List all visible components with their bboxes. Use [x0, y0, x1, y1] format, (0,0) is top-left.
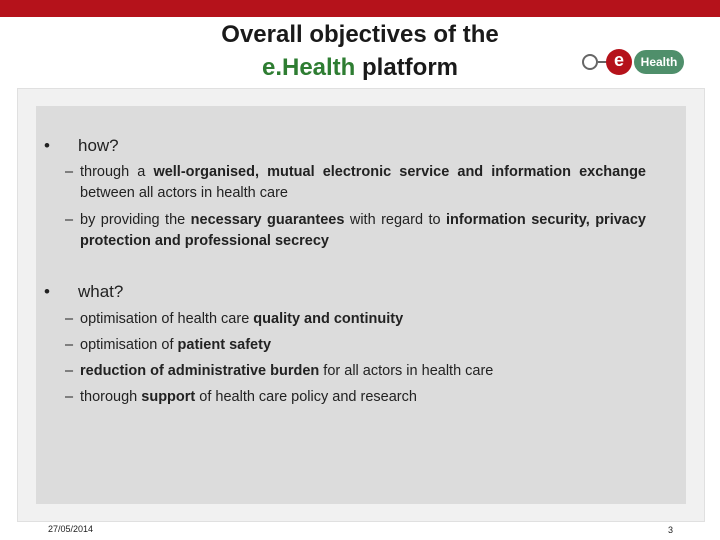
text-segment-bold: support	[141, 389, 196, 405]
dash-marker: –	[65, 311, 74, 327]
top-accent-bar	[0, 0, 720, 17]
text-segment: with regard to	[344, 212, 446, 228]
what-item-1	[65, 309, 646, 330]
text-segment: optimisation of	[80, 337, 178, 353]
text-segment-bold: reduction of administrative burden	[80, 363, 320, 379]
bullet-marker: •	[44, 282, 50, 301]
text-segment: through a	[80, 164, 154, 180]
logo-ring-icon	[582, 54, 598, 70]
logo-health-text: Health	[634, 50, 684, 74]
dash-marker: –	[65, 363, 74, 379]
how-item-1	[65, 162, 646, 204]
content-frame	[17, 88, 705, 522]
text-segment: of health care policy and research	[195, 389, 417, 405]
what-item-3	[65, 361, 646, 382]
slide-title	[160, 18, 560, 84]
bullet-label: what?	[78, 282, 124, 301]
what-item-4	[65, 387, 646, 408]
text-segment-bold: quality and continuity	[253, 311, 404, 327]
text-segment: thorough	[80, 389, 142, 405]
dash-marker: –	[65, 389, 74, 405]
title-accent: e.Health	[261, 54, 356, 81]
text-segment: between all actors in health care	[80, 185, 288, 201]
dash-marker: –	[65, 164, 74, 180]
dash-marker: –	[65, 212, 74, 228]
page-number: 3	[668, 525, 674, 535]
title-line-2	[160, 51, 560, 84]
logo-e-icon: e	[606, 49, 632, 75]
bullet-label: how?	[78, 136, 119, 155]
title-rest: platform	[355, 54, 459, 81]
text-segment: by providing the	[80, 212, 191, 228]
text-segment: optimisation of health care	[80, 311, 254, 327]
text-segment-bold: well-organised, mutual electronic service and information exchange	[153, 164, 646, 180]
text-segment-bold: necessary guarantees	[190, 212, 345, 228]
dash-marker: –	[65, 337, 74, 353]
what-item-2	[65, 335, 646, 356]
bullet-marker: •	[44, 136, 50, 155]
footer-date: 27/05/2014	[48, 524, 94, 534]
ehealth-logo	[578, 46, 688, 78]
how-item-2	[65, 210, 646, 252]
text-segment-bold: patient safety	[177, 337, 272, 353]
text-segment-bold: information security, privacy protection and professional secrecy	[80, 212, 646, 249]
title-line-1: Overall objectives of the	[221, 21, 499, 48]
text-segment: for all actors in health care	[319, 363, 494, 379]
